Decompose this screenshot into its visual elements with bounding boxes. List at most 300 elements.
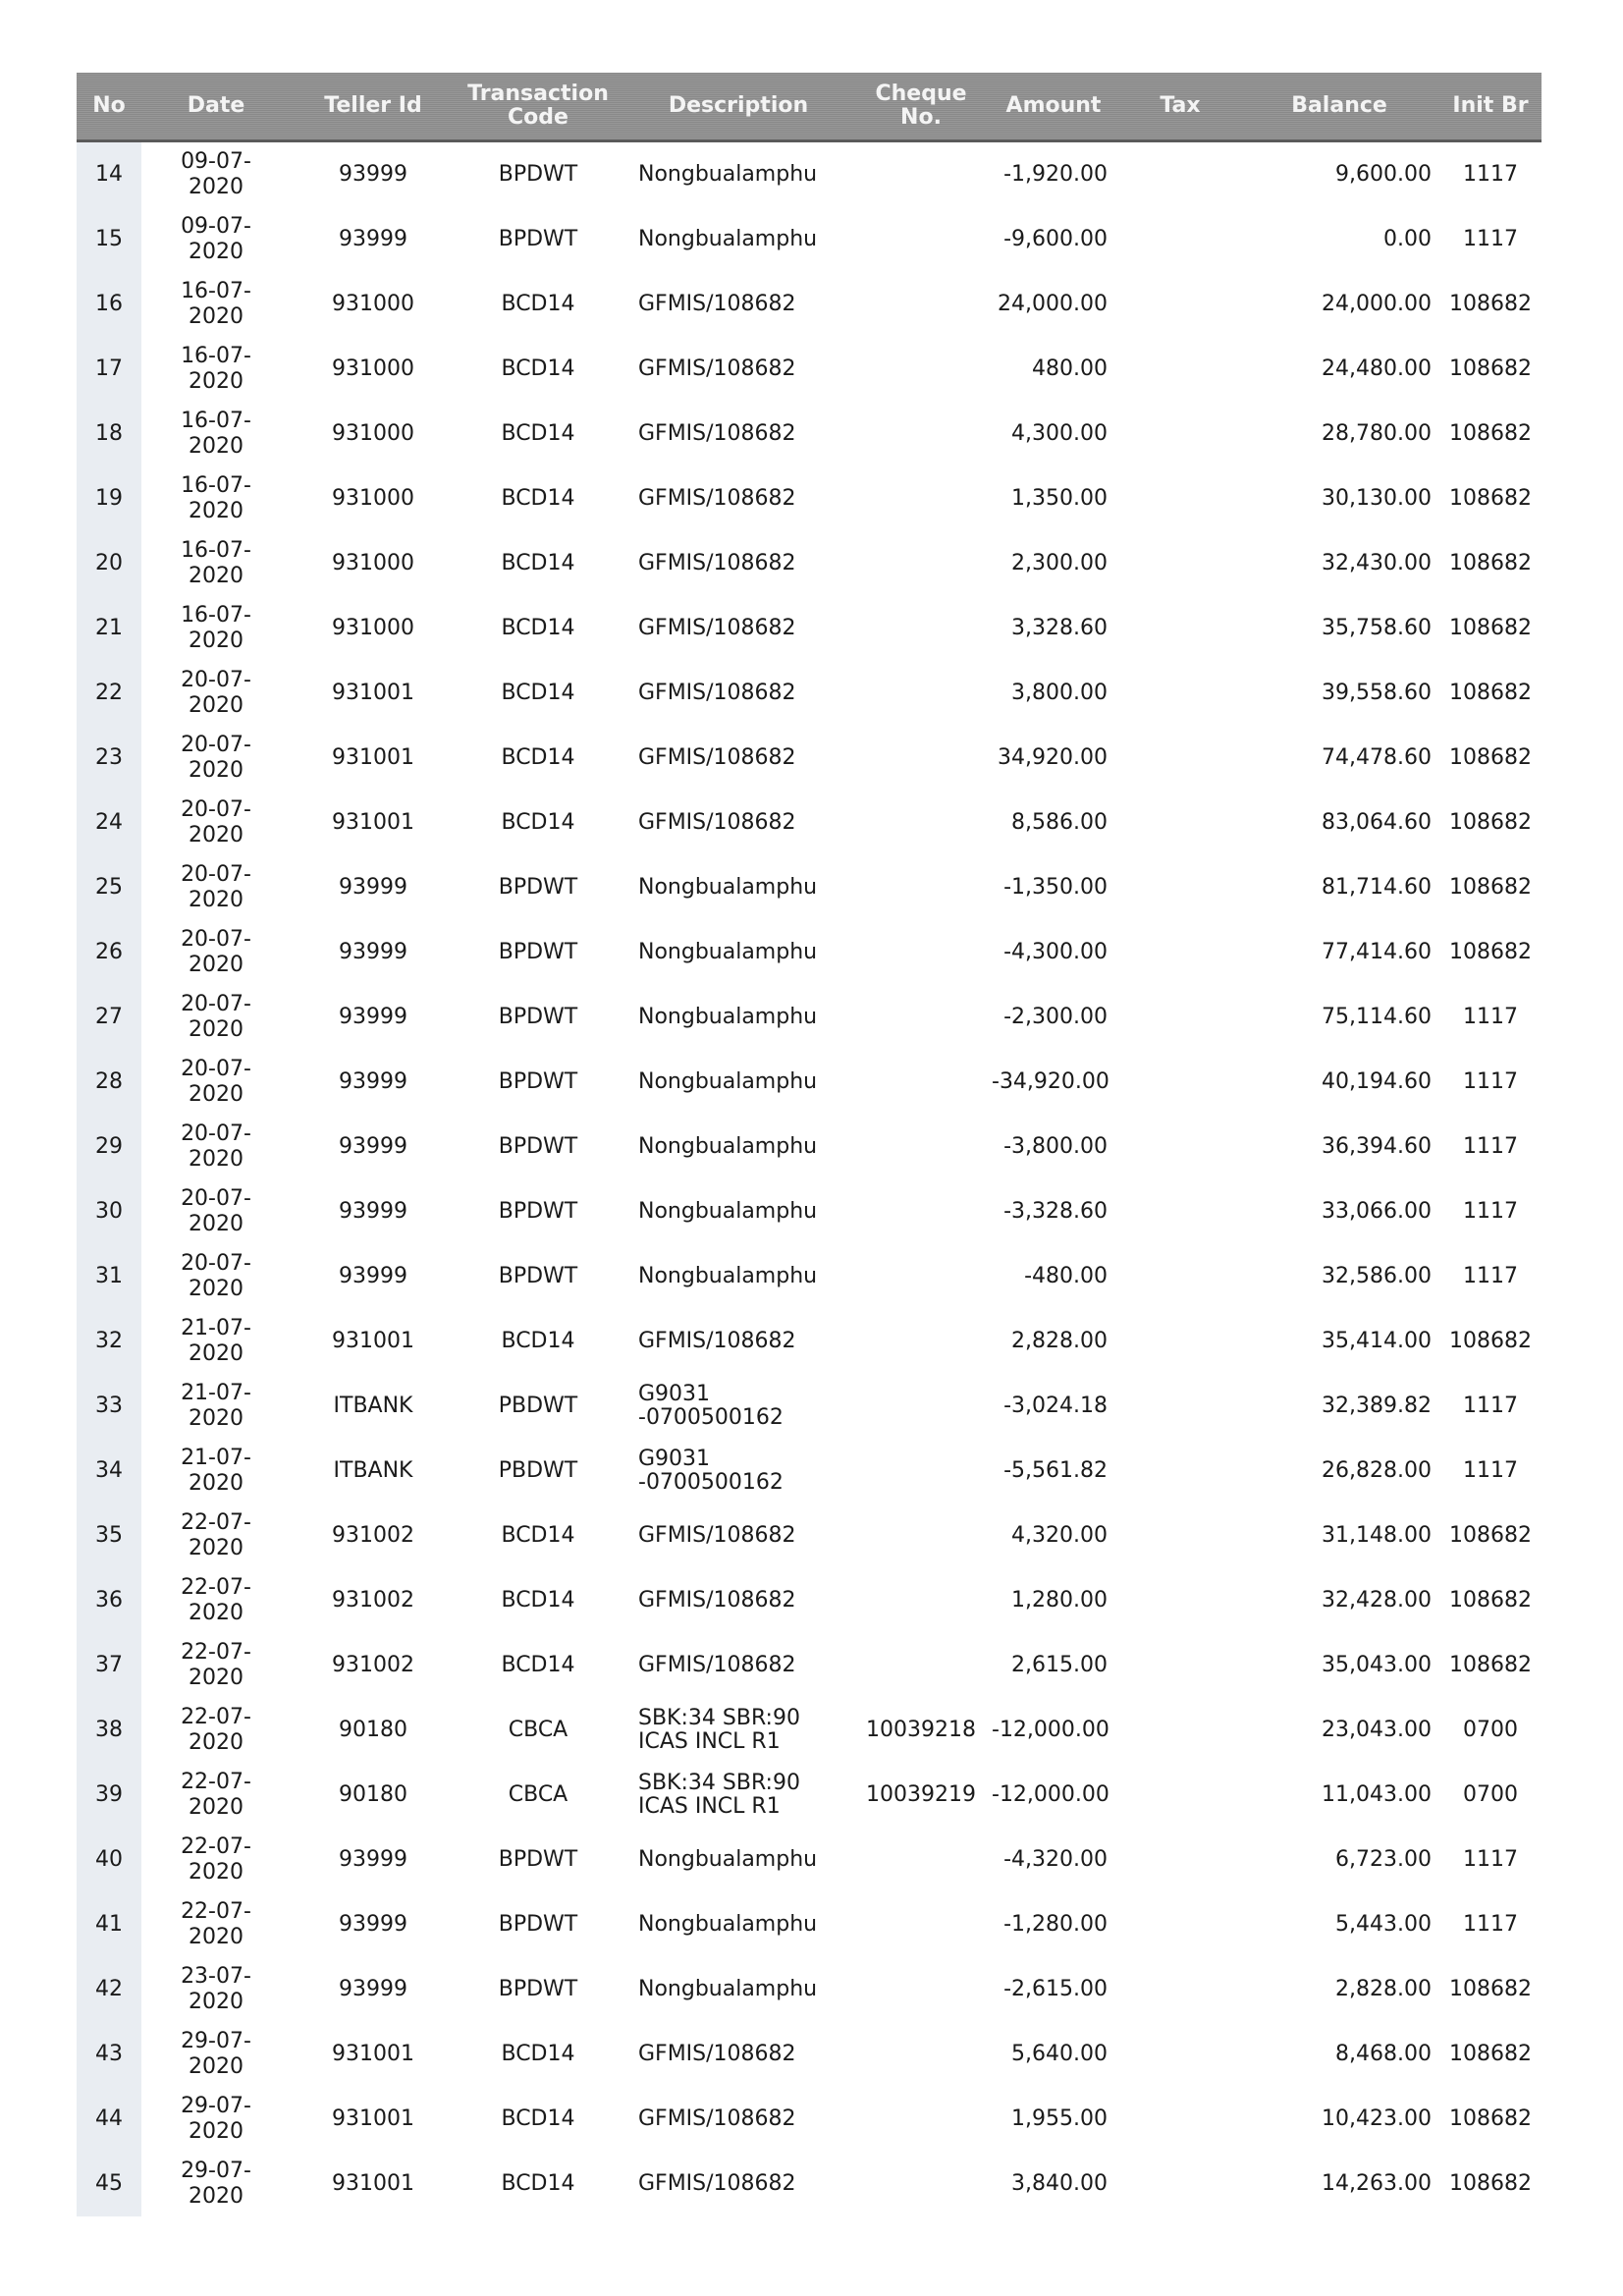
table-row	[77, 920, 1542, 985]
table-row	[77, 1892, 1542, 1957]
row-date-year: 2020	[189, 1536, 243, 1560]
row-date	[141, 1698, 291, 1763]
row-transaction-code: BPDWT	[498, 162, 578, 187]
row-teller-id: ITBANK	[333, 1458, 413, 1483]
row-amount: 2,300.00	[1011, 551, 1108, 575]
row-transaction-code: BCD14	[501, 486, 575, 511]
row-amount: -4,320.00	[1003, 1847, 1108, 1872]
row-balance: 77,414.60	[1322, 940, 1432, 964]
row-balance: 9,600.00	[1335, 162, 1432, 187]
row-transaction-code: PBDWT	[498, 1458, 578, 1483]
row-no: 35	[77, 1503, 141, 1568]
row-teller-id: 931000	[332, 421, 414, 446]
row-tax	[1121, 1179, 1239, 1244]
table-row	[77, 726, 1542, 791]
row-description: Nongbualamphu	[638, 227, 818, 251]
row-teller-id: 93999	[339, 1977, 407, 2001]
table-row	[77, 1957, 1542, 2022]
table-body	[77, 141, 1542, 2217]
row-amount: -9,600.00	[1003, 227, 1108, 251]
row-cheque-no	[856, 1828, 986, 1892]
row-cheque-no	[856, 402, 986, 466]
row-cheque-no	[856, 141, 986, 208]
table-row	[77, 1503, 1542, 1568]
row-cheque-no	[856, 596, 986, 661]
row-tax	[1121, 1698, 1239, 1763]
row-teller-id: 93999	[339, 1264, 407, 1288]
row-date	[141, 1050, 291, 1115]
header-balance: Balance	[1239, 73, 1439, 141]
row-date-day-month: 29-07-	[181, 2029, 251, 2053]
row-cheque-no	[856, 1050, 986, 1115]
row-cheque-no: 10039218	[866, 1718, 976, 1742]
row-description: GFMIS/108682	[638, 810, 796, 835]
row-tax	[1121, 1439, 1239, 1503]
row-balance: 11,043.00	[1322, 1782, 1432, 1807]
table-row	[77, 1439, 1542, 1503]
row-cheque-no	[856, 337, 986, 402]
row-amount: 4,300.00	[1011, 421, 1108, 446]
row-date	[141, 337, 291, 402]
table-row	[77, 596, 1542, 661]
table-row	[77, 466, 1542, 531]
table-row	[77, 1763, 1542, 1828]
row-transaction-code: CBCA	[508, 1718, 568, 1742]
row-no: 22	[77, 661, 141, 726]
row-tax	[1121, 1828, 1239, 1892]
row-teller-id: 93999	[339, 875, 407, 900]
row-date-year: 2020	[189, 2119, 243, 2144]
row-transaction-code: BPDWT	[498, 1912, 578, 1937]
row-balance: 31,148.00	[1322, 1523, 1432, 1548]
row-date-day-month: 22-07-	[181, 1575, 251, 1600]
header-amount: Amount	[986, 73, 1121, 141]
row-transaction-code: BCD14	[501, 1588, 575, 1613]
row-cheque-no	[856, 1503, 986, 1568]
row-date-day-month: 16-07-	[181, 473, 251, 498]
table-row	[77, 1309, 1542, 1374]
row-balance: 32,430.00	[1322, 551, 1432, 575]
row-init-br: 1117	[1463, 1394, 1518, 1418]
row-balance: 26,828.00	[1322, 1458, 1432, 1483]
row-date-day-month: 23-07-	[181, 1964, 251, 1989]
row-init-br: 108682	[1449, 356, 1532, 381]
row-date-day-month: 16-07-	[181, 409, 251, 433]
row-init-br: 1117	[1463, 1069, 1518, 1094]
row-date-year: 2020	[189, 953, 243, 977]
row-cheque-no	[856, 2087, 986, 2152]
row-date-year: 2020	[189, 1082, 243, 1107]
row-transaction-code: BCD14	[501, 681, 575, 705]
row-description: GFMIS/108682	[638, 1523, 796, 1548]
row-transaction-code: BPDWT	[498, 1199, 578, 1224]
row-balance: 35,043.00	[1322, 1653, 1432, 1677]
row-date-year: 2020	[189, 1017, 243, 1042]
row-init-br: 0700	[1463, 1782, 1518, 1807]
table-row	[77, 531, 1542, 596]
row-date-day-month: 16-07-	[181, 603, 251, 628]
row-cheque-no	[856, 1374, 986, 1439]
row-amount: -1,350.00	[1003, 875, 1108, 900]
row-date-day-month: 22-07-	[181, 1510, 251, 1535]
table-row	[77, 1050, 1542, 1115]
row-date	[141, 1633, 291, 1698]
row-tax	[1121, 1115, 1239, 1179]
row-amount: 34,920.00	[998, 745, 1108, 770]
row-no: 41	[77, 1892, 141, 1957]
row-date-day-month: 20-07-	[181, 927, 251, 952]
row-no: 14	[77, 141, 141, 208]
table-row	[77, 1568, 1542, 1633]
row-cheque-no	[856, 207, 986, 272]
row-transaction-code: BCD14	[501, 2171, 575, 2196]
row-transaction-code: BCD14	[501, 616, 575, 640]
row-balance: 32,586.00	[1322, 1264, 1432, 1288]
row-no: 40	[77, 1828, 141, 1892]
row-date	[141, 1503, 291, 1568]
row-date-year: 2020	[189, 1925, 243, 1949]
row-no: 15	[77, 207, 141, 272]
row-teller-id: 93999	[339, 1199, 407, 1224]
row-date-year: 2020	[189, 888, 243, 912]
row-amount: -5,561.82	[1003, 1458, 1108, 1483]
row-transaction-code: BCD14	[501, 551, 575, 575]
row-date	[141, 985, 291, 1050]
row-date-year: 2020	[189, 1795, 243, 1820]
row-date	[141, 1115, 291, 1179]
row-init-br: 108682	[1449, 681, 1532, 705]
row-date-day-month: 20-07-	[181, 862, 251, 887]
row-date-day-month: 09-07-	[181, 149, 251, 174]
row-date	[141, 1374, 291, 1439]
row-amount: 3,328.60	[1011, 616, 1108, 640]
row-init-br: 108682	[1449, 1329, 1532, 1353]
row-tax	[1121, 985, 1239, 1050]
row-date-day-month: 20-07-	[181, 1057, 251, 1081]
row-date-day-month: 21-07-	[181, 1316, 251, 1340]
row-transaction-code: BCD14	[501, 745, 575, 770]
row-tax	[1121, 1957, 1239, 2022]
header-row	[77, 73, 1542, 141]
row-description: GFMIS/108682	[638, 486, 796, 511]
row-init-br: 108682	[1449, 421, 1532, 446]
row-cheque-no	[856, 855, 986, 920]
row-date	[141, 207, 291, 272]
row-balance: 6,723.00	[1335, 1847, 1432, 1872]
row-transaction-code: BPDWT	[498, 875, 578, 900]
table-row	[77, 2087, 1542, 2152]
row-date	[141, 1309, 291, 1374]
row-no: 16	[77, 272, 141, 337]
row-date-year: 2020	[189, 434, 243, 459]
row-date	[141, 920, 291, 985]
row-no: 32	[77, 1309, 141, 1374]
row-teller-id: 931000	[332, 292, 414, 316]
row-no: 20	[77, 531, 141, 596]
row-date	[141, 1763, 291, 1828]
row-init-br: 108682	[1449, 551, 1532, 575]
table-row	[77, 272, 1542, 337]
row-description: Nongbualamphu	[638, 1264, 818, 1288]
row-transaction-code: BPDWT	[498, 1847, 578, 1872]
row-date-year: 2020	[189, 304, 243, 329]
row-init-br: 1117	[1463, 1134, 1518, 1159]
row-date-day-month: 22-07-	[181, 1770, 251, 1794]
row-tax	[1121, 531, 1239, 596]
row-tax	[1121, 596, 1239, 661]
row-tax	[1121, 920, 1239, 985]
row-balance: 33,066.00	[1322, 1199, 1432, 1224]
row-date	[141, 1957, 291, 2022]
table-row	[77, 985, 1542, 1050]
row-transaction-code: BPDWT	[498, 1005, 578, 1029]
row-description: GFMIS/108682	[638, 2171, 796, 2196]
row-transaction-code: CBCA	[508, 1782, 568, 1807]
row-balance: 36,394.60	[1322, 1134, 1432, 1159]
row-cheque-no	[856, 2152, 986, 2216]
row-cheque-no	[856, 531, 986, 596]
row-description: GFMIS/108682	[638, 745, 796, 770]
row-date	[141, 272, 291, 337]
row-date-day-month: 29-07-	[181, 2159, 251, 2183]
row-init-br: 108682	[1449, 292, 1532, 316]
row-no: 26	[77, 920, 141, 985]
header-transaction-code-line1: Transaction	[467, 82, 609, 106]
row-cheque-no	[856, 791, 986, 855]
row-init-br: 1117	[1463, 1847, 1518, 1872]
row-init-br: 108682	[1449, 1523, 1532, 1548]
row-date-year: 2020	[189, 564, 243, 588]
row-description: Nongbualamphu	[638, 162, 818, 187]
row-balance: 39,558.60	[1322, 681, 1432, 705]
row-teller-id: 93999	[339, 162, 407, 187]
row-date-day-month: 09-07-	[181, 214, 251, 239]
row-init-br: 108682	[1449, 1588, 1532, 1613]
row-date-year: 2020	[189, 1406, 243, 1431]
row-date-year: 2020	[189, 2054, 243, 2079]
row-description: Nongbualamphu	[638, 940, 818, 964]
row-date-year: 2020	[189, 369, 243, 394]
row-date-day-month: 20-07-	[181, 1186, 251, 1211]
row-init-br: 108682	[1449, 1977, 1532, 2001]
row-date	[141, 1892, 291, 1957]
row-balance: 35,758.60	[1322, 616, 1432, 640]
row-init-br: 108682	[1449, 875, 1532, 900]
row-teller-id: 931001	[332, 745, 414, 770]
row-init-br: 108682	[1449, 2042, 1532, 2066]
table-row	[77, 2022, 1542, 2087]
row-date-day-month: 22-07-	[181, 1899, 251, 1924]
row-no: 18	[77, 402, 141, 466]
row-no: 29	[77, 1115, 141, 1179]
row-date	[141, 1244, 291, 1309]
row-amount: -3,024.18	[1003, 1394, 1108, 1418]
row-no: 30	[77, 1179, 141, 1244]
row-amount: -12,000.00	[992, 1718, 1109, 1742]
row-balance: 35,414.00	[1322, 1329, 1432, 1353]
row-amount: 5,640.00	[1011, 2042, 1108, 2066]
row-balance: 32,428.00	[1322, 1588, 1432, 1613]
row-cheque-no	[856, 1633, 986, 1698]
row-date-year: 2020	[189, 175, 243, 199]
row-amount: -12,000.00	[992, 1782, 1109, 1807]
row-amount: 1,280.00	[1011, 1588, 1108, 1613]
row-date	[141, 855, 291, 920]
row-description: GFMIS/108682	[638, 1653, 796, 1677]
header-transaction-code-line2: Code	[508, 105, 568, 130]
row-amount: -480.00	[1024, 1264, 1108, 1288]
row-cheque-no	[856, 466, 986, 531]
row-teller-id: 93999	[339, 1005, 407, 1029]
row-amount: 1,350.00	[1011, 486, 1108, 511]
row-amount: -2,615.00	[1003, 1977, 1108, 2001]
row-init-br: 1117	[1463, 1005, 1518, 1029]
row-amount: -1,920.00	[1003, 162, 1108, 187]
row-description: GFMIS/108682	[638, 681, 796, 705]
row-init-br: 108682	[1449, 810, 1532, 835]
table-row	[77, 207, 1542, 272]
row-init-br: 108682	[1449, 1653, 1532, 1677]
header-tax: Tax	[1121, 73, 1239, 141]
row-date	[141, 2022, 291, 2087]
row-no: 33	[77, 1374, 141, 1439]
row-transaction-code: BCD14	[501, 292, 575, 316]
table-row	[77, 1115, 1542, 1179]
row-no: 44	[77, 2087, 141, 2152]
row-no: 38	[77, 1698, 141, 1763]
row-date-year: 2020	[189, 1341, 243, 1366]
row-cheque-no	[856, 1892, 986, 1957]
row-balance: 0.00	[1383, 227, 1432, 251]
row-balance: 30,130.00	[1322, 486, 1432, 511]
row-balance: 81,714.60	[1322, 875, 1432, 900]
row-description: SBK:34 SBR:90 ICAS INCL R1	[638, 1771, 800, 1819]
row-date-day-month: 20-07-	[181, 668, 251, 692]
row-date-year: 2020	[189, 1990, 243, 2014]
row-teller-id: 931000	[332, 486, 414, 511]
row-no: 43	[77, 2022, 141, 2087]
row-date-year: 2020	[189, 499, 243, 523]
transaction-table	[77, 73, 1542, 2216]
row-no: 24	[77, 791, 141, 855]
row-teller-id: 931000	[332, 616, 414, 640]
row-no: 28	[77, 1050, 141, 1115]
row-teller-id: 931001	[332, 2042, 414, 2066]
row-teller-id: 931001	[332, 681, 414, 705]
table-row	[77, 1633, 1542, 1698]
row-description: Nongbualamphu	[638, 1005, 818, 1029]
table-row	[77, 337, 1542, 402]
table-row	[77, 1698, 1542, 1763]
header-teller-id: Teller Id	[291, 73, 456, 141]
row-description: GFMIS/108682	[638, 551, 796, 575]
row-init-br: 108682	[1449, 2171, 1532, 2196]
row-date-year: 2020	[189, 240, 243, 264]
row-balance: 10,423.00	[1322, 2106, 1432, 2131]
row-cheque-no	[856, 1179, 986, 1244]
row-description: GFMIS/108682	[638, 2042, 796, 2066]
row-teller-id: 931002	[332, 1523, 414, 1548]
row-amount: 2,828.00	[1011, 1329, 1108, 1353]
row-teller-id: 931001	[332, 2106, 414, 2131]
row-teller-id: 931001	[332, 1329, 414, 1353]
row-date-day-month: 29-07-	[181, 2094, 251, 2118]
row-teller-id: 931001	[332, 810, 414, 835]
row-date	[141, 791, 291, 855]
row-balance: 2,828.00	[1335, 1977, 1432, 2001]
row-amount: -2,300.00	[1003, 1005, 1108, 1029]
row-date-day-month: 21-07-	[181, 1446, 251, 1470]
row-init-br: 108682	[1449, 486, 1532, 511]
row-balance: 28,780.00	[1322, 421, 1432, 446]
row-init-br: 1117	[1463, 1199, 1518, 1224]
row-tax	[1121, 337, 1239, 402]
row-description: Nongbualamphu	[638, 1199, 818, 1224]
row-init-br: 108682	[1449, 745, 1532, 770]
header-no: No	[77, 73, 141, 141]
header-transaction-code	[456, 73, 621, 141]
row-cheque-no	[856, 1439, 986, 1503]
row-cheque-no	[856, 1115, 986, 1179]
row-amount: -3,800.00	[1003, 1134, 1108, 1159]
row-no: 39	[77, 1763, 141, 1828]
row-teller-id: ITBANK	[333, 1394, 413, 1418]
row-tax	[1121, 141, 1239, 208]
table-row	[77, 402, 1542, 466]
row-tax	[1121, 2087, 1239, 2152]
row-init-br: 1117	[1463, 227, 1518, 251]
row-no: 36	[77, 1568, 141, 1633]
row-init-br: 108682	[1449, 940, 1532, 964]
row-amount: 480.00	[1032, 356, 1108, 381]
row-transaction-code: BCD14	[501, 810, 575, 835]
row-date-day-month: 22-07-	[181, 1640, 251, 1665]
row-date-year: 2020	[189, 1471, 243, 1496]
row-description: G9031 -0700500162	[638, 1382, 784, 1430]
table-row	[77, 1374, 1542, 1439]
row-amount: -1,280.00	[1003, 1912, 1108, 1937]
row-amount: 24,000.00	[998, 292, 1108, 316]
row-init-br: 108682	[1449, 616, 1532, 640]
row-date-year: 2020	[189, 2184, 243, 2209]
row-date-year: 2020	[189, 823, 243, 847]
row-transaction-code: BPDWT	[498, 1264, 578, 1288]
row-transaction-code: BPDWT	[498, 940, 578, 964]
row-transaction-code: BPDWT	[498, 1134, 578, 1159]
row-init-br: 108682	[1449, 2106, 1532, 2131]
row-balance: 5,443.00	[1335, 1912, 1432, 1937]
row-tax	[1121, 1050, 1239, 1115]
row-date	[141, 402, 291, 466]
row-date-year: 2020	[189, 1277, 243, 1301]
row-date-year: 2020	[189, 1601, 243, 1625]
row-init-br: 1117	[1463, 1912, 1518, 1937]
row-date-day-month: 21-07-	[181, 1381, 251, 1405]
row-no: 42	[77, 1957, 141, 2022]
row-date	[141, 466, 291, 531]
row-tax	[1121, 1633, 1239, 1698]
row-cheque-no: 10039219	[866, 1782, 976, 1807]
row-balance: 32,389.82	[1322, 1394, 1432, 1418]
row-no: 23	[77, 726, 141, 791]
row-transaction-code: BCD14	[501, 1653, 575, 1677]
row-balance: 14,263.00	[1322, 2171, 1432, 2196]
row-no: 37	[77, 1633, 141, 1698]
row-amount: 8,586.00	[1011, 810, 1108, 835]
table-row	[77, 1179, 1542, 1244]
row-tax	[1121, 466, 1239, 531]
row-tax	[1121, 207, 1239, 272]
